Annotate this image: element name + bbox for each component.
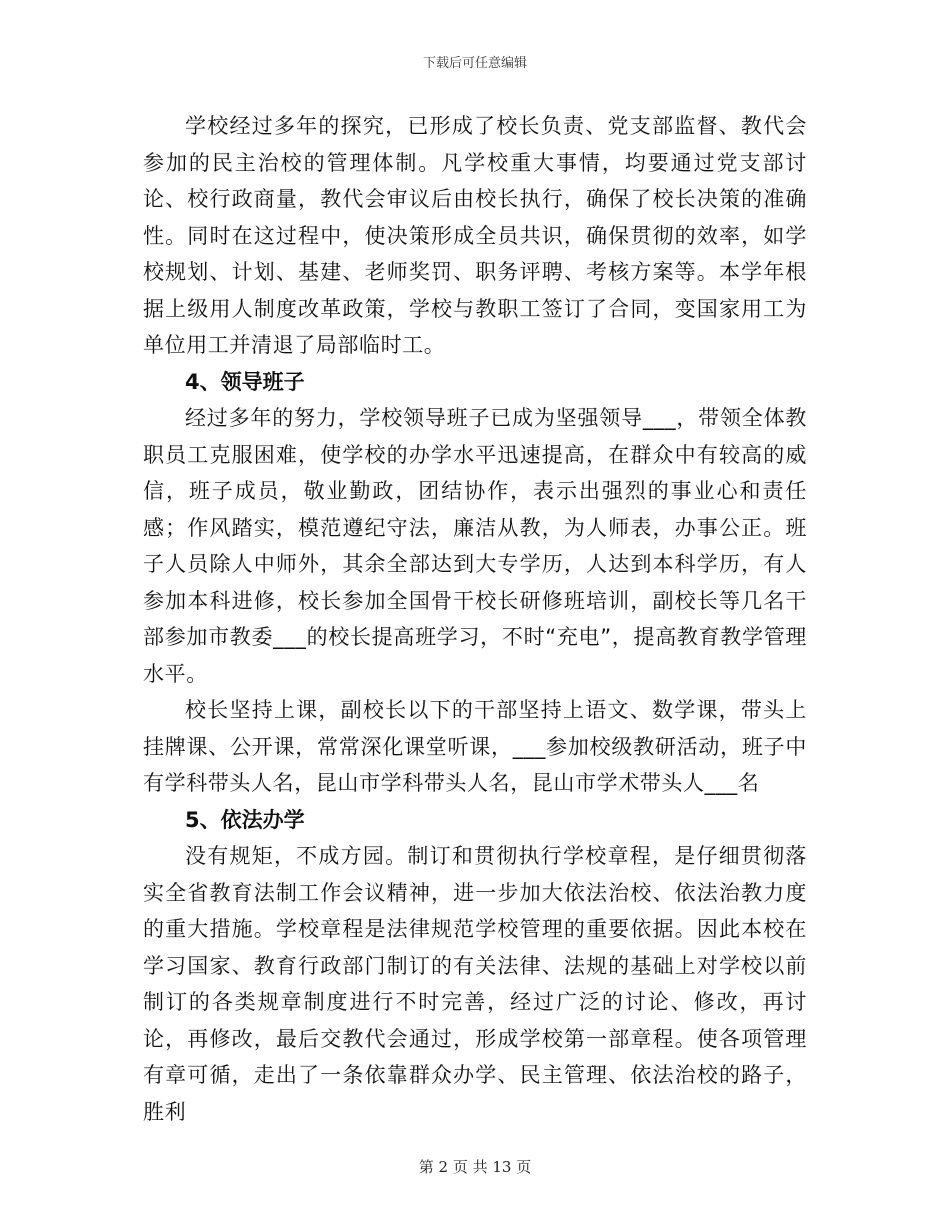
paragraph-management-system: 学校经过多年的探究，已形成了校长负责、党支部监督、教代会参加的民主治校的管理体制。凡学校重大事情，均要通过党支部讨论、校行政商量，教代会审议后由校长执行，确保了校长决策的准确性。同时在这过程中，使决策形成全员共识，确保贯彻的效率，如学校规划、计划、基建、老师奖罚、职务评聘、考核方案等。本学年根据上级用人制度改革政策，学校与教职工签订了合同，变国家用工为单位用工并清退了局部临时工。 [143, 114, 807, 357]
page-header: 下载后可任意编辑 [422, 56, 527, 71]
page-number: 第 2 页 共 13 页 [418, 1158, 532, 1176]
paragraph-teaching: 校长坚持上课，副校长以下的干部坚持上语文、数学课，带头上挂牌课、公开课，常常深化课堂听课，___参加校级教研活动，班子中有学科带头人名，昆山市学科带头人名，昆山市学术带头人___名 [143, 698, 807, 795]
paragraph-law: 没有规矩，不成方园。制订和贯彻执行学校章程，是仔细贯彻落实全省教育法制工作会议精神，进一步加大依法治校、依法治教力度的重大措施。学校章程是法律规范学校管理的重要依据。因此本校在学习国家、教育行政部门制订的有关法律、法规的基础上对学校以前制订的各类规章制度进行不时完善，经过广泛的讨论、修改，再讨论，再修改，最后交教代会通过，形成学校第一部章程。使各项管理有章可循，走出了一条依靠群众办学、民主管理、依法治校的路子，胜利 [143, 844, 807, 1124]
section-heading-leadership: 4、领导班子 [185, 369, 305, 394]
section-heading-law: 5、依法办学 [185, 807, 305, 832]
document-body [143, 108, 807, 1130]
paragraph-leadership: 经过多年的努力，学校领导班子已成为坚强领导___，带领全体教职员工克服困难，使学校的办学水平迅速提高，在群众中有较高的威信，班子成员，敬业勤政，团结协作，表示出强烈的事业心和责任感；作风踏实，模范遵纪守法，廉洁从教，为人师表，办事公正。班子人员除人中师外，其余全部达到大专学历，人达到本科学历，有人参加本科进修，校长参加全国骨干校长研修班培训，副校长等几名干部参加市教委___的校长提高班学习，不时“充电”，提高教育教学管理水平。 [143, 406, 807, 686]
